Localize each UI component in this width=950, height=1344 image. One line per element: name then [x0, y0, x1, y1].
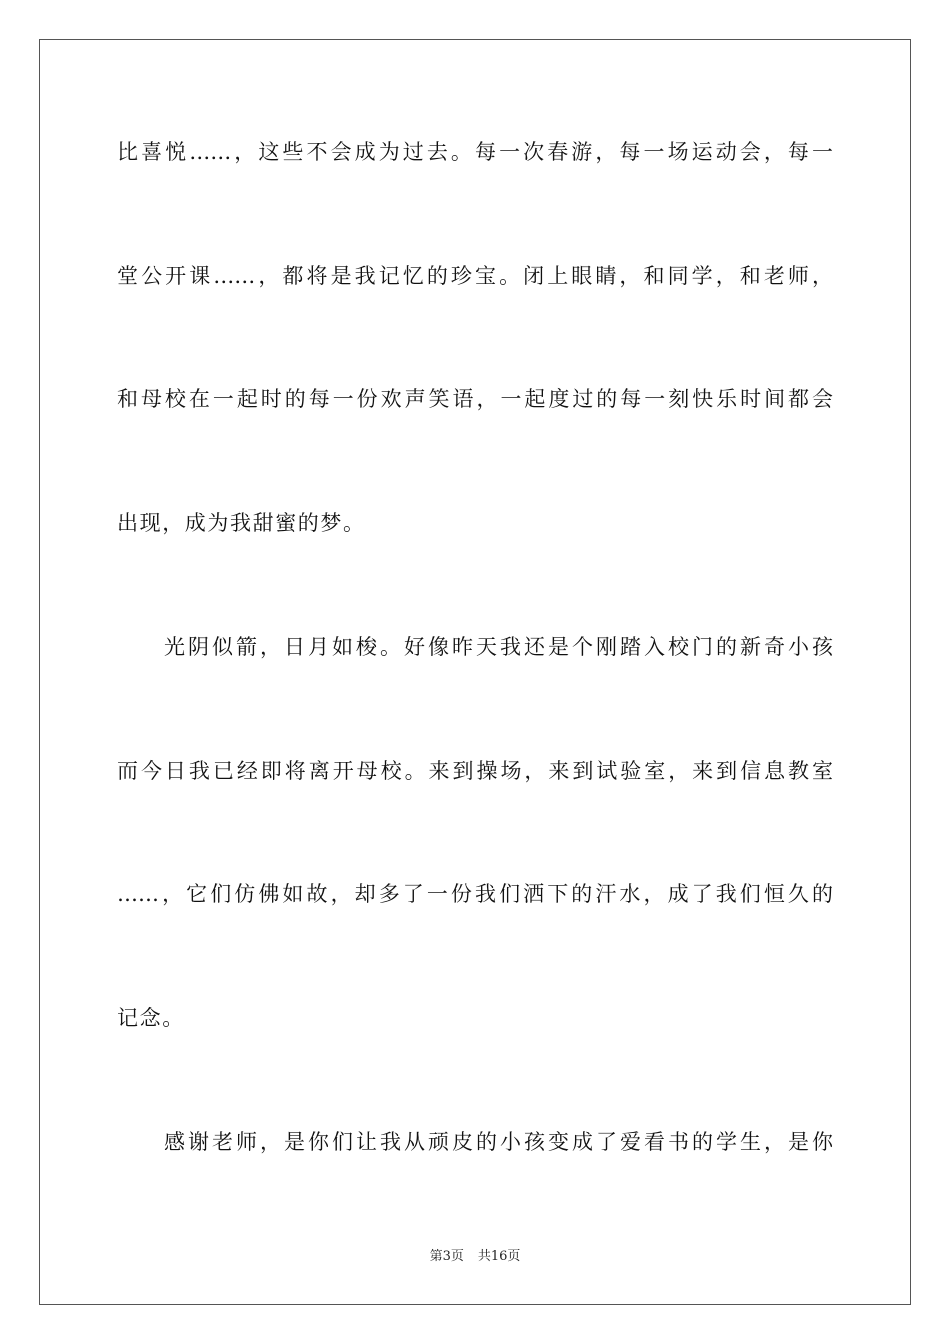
text-line: 比喜悦……，这些不会成为过去。每一次春游，每一场运动会，每一	[117, 140, 833, 164]
text-line: 记念。	[117, 1006, 185, 1030]
page-border	[39, 39, 911, 1305]
text-line: 出现，成为我甜蜜的梦。	[117, 511, 366, 535]
paragraph-first-line: 感谢老师，是你们让我从顽皮的小孩变成了爱看书的学生，是你	[164, 1130, 833, 1154]
text-line: 而今日我已经即将离开母校。来到操场，来到试验室，来到信息教室	[117, 759, 833, 783]
paragraph-first-line: 光阴似箭，日月如梭。好像昨天我还是个刚踏入校门的新奇小孩	[164, 635, 833, 659]
page-total: 共16页	[477, 1249, 521, 1264]
page-number: 第3页	[429, 1249, 464, 1264]
text-line: ……，它们仿佛如故，却多了一份我们洒下的汗水，成了我们恒久的	[117, 882, 833, 906]
text-line: 和母校在一起时的每一份欢声笑语，一起度过的每一刻快乐时间都会	[117, 387, 833, 411]
text-line: 堂公开课……，都将是我记忆的珍宝。闭上眼睛，和同学，和老师，	[117, 264, 833, 288]
page-footer	[0, 1248, 950, 1266]
